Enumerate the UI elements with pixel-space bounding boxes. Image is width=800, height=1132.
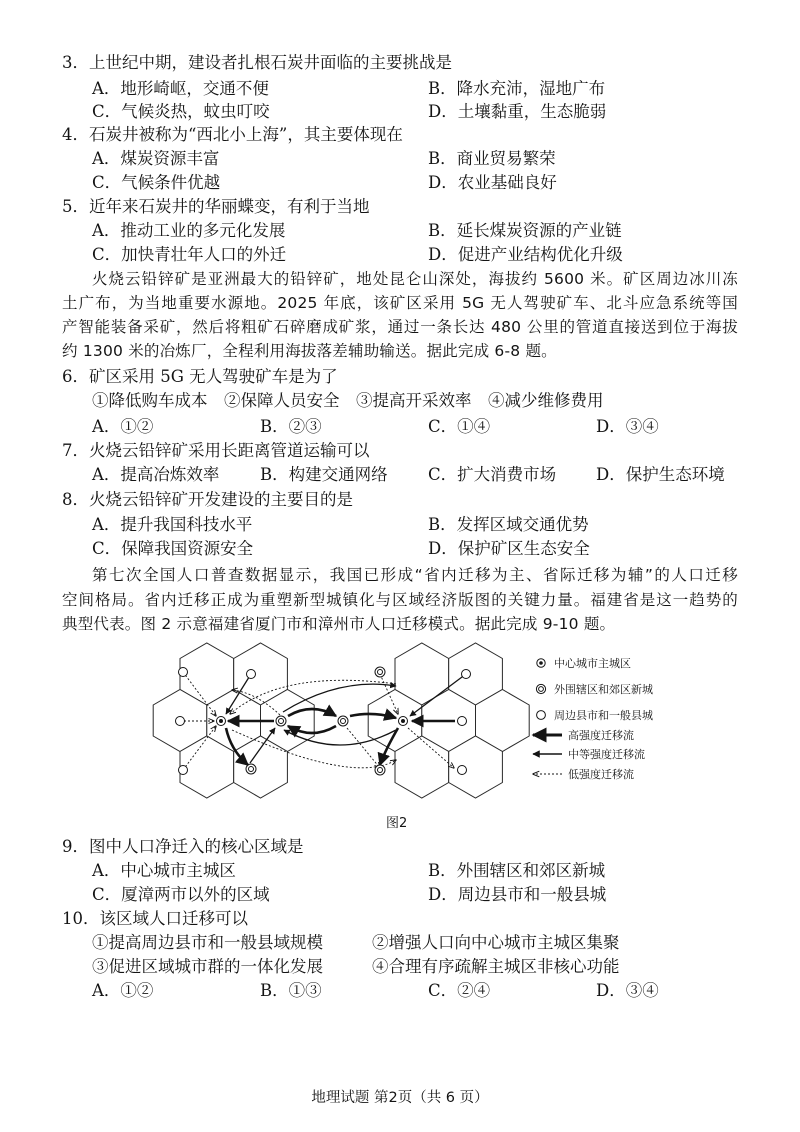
legend-county-symbol xyxy=(537,711,546,720)
q10-item-2: ②增强人口向中心城市主城区集聚 xyxy=(372,933,620,952)
q10-item-1: ①提高周边县市和一般县域规模 xyxy=(92,933,323,952)
q9-option-c: C．厦漳两市以外的区域 xyxy=(92,885,270,904)
passage2-line1: 第七次全国人口普查数据显示，我国已形成“省内迁移为主、省际迁移为辅”的人口迁移 xyxy=(92,566,738,584)
county-node xyxy=(179,668,188,677)
q7-option-c: C．扩大消费市场 xyxy=(428,465,557,484)
outer-node xyxy=(276,716,286,726)
q3-stem: 3．上世纪中期，建设者扎根石炭井面临的主要挑战是 xyxy=(62,53,452,72)
q10-option-a: A．①② xyxy=(92,981,154,1000)
q3-option-d: D．土壤黏重，生态脆弱 xyxy=(428,102,607,121)
county-node xyxy=(458,717,467,726)
q10-item-3: ③促进区域城市群的一体化发展 xyxy=(92,957,323,976)
q4-option-a: A．煤炭资源丰富 xyxy=(92,149,220,168)
legend xyxy=(533,656,653,781)
q10-stem: 10．该区域人口迁移可以 xyxy=(62,909,248,928)
q5-option-d: D．促进产业结构优化升级 xyxy=(428,245,623,264)
page-footer: 地理试题 第2页（共 6 页） xyxy=(311,1090,489,1106)
q3-option-c: C．气候炎热，蚊虫叮咬 xyxy=(92,102,270,121)
q9-option-a: A．中心城市主城区 xyxy=(92,861,236,880)
county-node xyxy=(462,670,471,679)
center-node-dot xyxy=(401,719,405,723)
q3-option-b: B．降水充沛，湿地广布 xyxy=(428,79,606,98)
q6-items: ①降低购车成本 ②保障人员安全 ③提高开采效率 ④减少维修费用 xyxy=(92,391,604,410)
legend-medium-label: 中等强度迁移流 xyxy=(568,748,645,761)
q8-option-c: C．保障我国资源安全 xyxy=(92,539,254,558)
q10-item-4: ④合理有序疏解主城区非核心功能 xyxy=(372,957,620,976)
outer-node xyxy=(338,716,348,726)
legend-high-label: 高强度迁移流 xyxy=(568,729,634,742)
legend-center-label: 中心城市主城区 xyxy=(554,657,631,670)
passage1-line4: 约 1300 米的冶炼厂，全程利用海拔落差辅助输送。据此完成 6-8 题。 xyxy=(62,342,557,360)
county-node xyxy=(176,717,185,726)
q8-option-d: D．保护矿区生态安全 xyxy=(428,539,590,558)
q7-option-b: B．构建交通网络 xyxy=(260,465,388,484)
outer-node xyxy=(375,765,385,775)
q5-option-a: A．推动工业的多元化发展 xyxy=(92,221,286,240)
q8-option-a: A．提升我国科技水平 xyxy=(92,515,253,534)
q8-stem: 8．火烧云铅锌矿开发建设的主要目的是 xyxy=(62,490,353,509)
q4-option-b: B．商业贸易繁荣 xyxy=(428,149,556,168)
county-node xyxy=(179,766,188,775)
center-node-dot xyxy=(219,719,223,723)
passage2-line2: 空间格局。省内迁移正成为重塑新型城镇化与区域经济版图的关键力量。福建省是这一趋势的 xyxy=(62,591,738,609)
q9-option-d: D．周边县市和一般县城 xyxy=(428,885,607,904)
county-node xyxy=(458,766,467,775)
passage1-line2: 土广布，为当地重要水源地。2025 年底，该矿区采用 5G 无人驾驶矿车、北斗应急系统等国 xyxy=(62,294,738,312)
q5-option-b: B．延长煤炭资源的产业链 xyxy=(428,221,622,240)
q9-stem: 9．图中人口净迁入的核心区域是 xyxy=(62,837,304,856)
q7-stem: 7．火烧云铅锌矿采用长距离管道运输可以 xyxy=(62,441,370,460)
county-node xyxy=(247,670,256,679)
q10-option-d: D．③④ xyxy=(596,981,659,1000)
legend-outer-symbol xyxy=(536,684,545,693)
q4-option-c: C．气候条件优越 xyxy=(92,173,221,192)
q4-stem: 4．石炭井被称为“西北小上海”，其主要体现在 xyxy=(62,125,403,144)
q5-option-c: C．加快青壮年人口的外迁 xyxy=(92,245,287,264)
q4-option-d: D．农业基础良好 xyxy=(428,173,557,192)
q7-option-a: A．提高冶炼效率 xyxy=(92,465,220,484)
outer-node xyxy=(375,667,385,677)
migration-diagram xyxy=(150,640,680,835)
q10-option-c: C．②④ xyxy=(428,981,491,1000)
q10-option-b: B．①③ xyxy=(260,981,322,1000)
q8-option-b: B．发挥区域交通优势 xyxy=(428,515,589,534)
q6-option-a: A．①② xyxy=(92,417,154,436)
passage2-line3: 典型代表。图 2 示意福建省厦门市和漳州市人口迁移模式。据此完成 9-10 题。 xyxy=(62,615,616,633)
passage1-line1: 火烧云铅锌矿是亚洲最大的铅锌矿，地处昆仑山深处，海拔约 5600 米。矿区周边冰川冻 xyxy=(92,270,738,288)
outer-node xyxy=(246,764,256,774)
figure-caption: 图2 xyxy=(386,816,408,831)
q7-option-d: D．保护生态环境 xyxy=(596,465,725,484)
q6-stem: 6．矿区采用 5G 无人驾驶矿车是为了 xyxy=(62,367,338,386)
q6-option-c: C．①④ xyxy=(428,417,491,436)
q5-stem: 5．近年来石炭井的华丽蝶变，有利于当地 xyxy=(62,197,370,216)
q6-option-b: B．②③ xyxy=(260,417,322,436)
passage1-line3: 产智能装备采矿，然后将粗矿石碎磨成矿浆，通过一条长达 480 公里的管道直接送到位于海拔 xyxy=(62,318,738,336)
q3-option-a: A．地形崎岖，交通不便 xyxy=(92,79,269,98)
q9-option-b: B．外围辖区和郊区新城 xyxy=(428,861,606,880)
legend-county-label: 周边县市和一般县城 xyxy=(554,709,653,722)
q6-option-d: D．③④ xyxy=(596,417,659,436)
legend-low-label: 低强度迁移流 xyxy=(568,768,634,781)
legend-outer-label: 外围辖区和郊区新城 xyxy=(554,683,653,696)
